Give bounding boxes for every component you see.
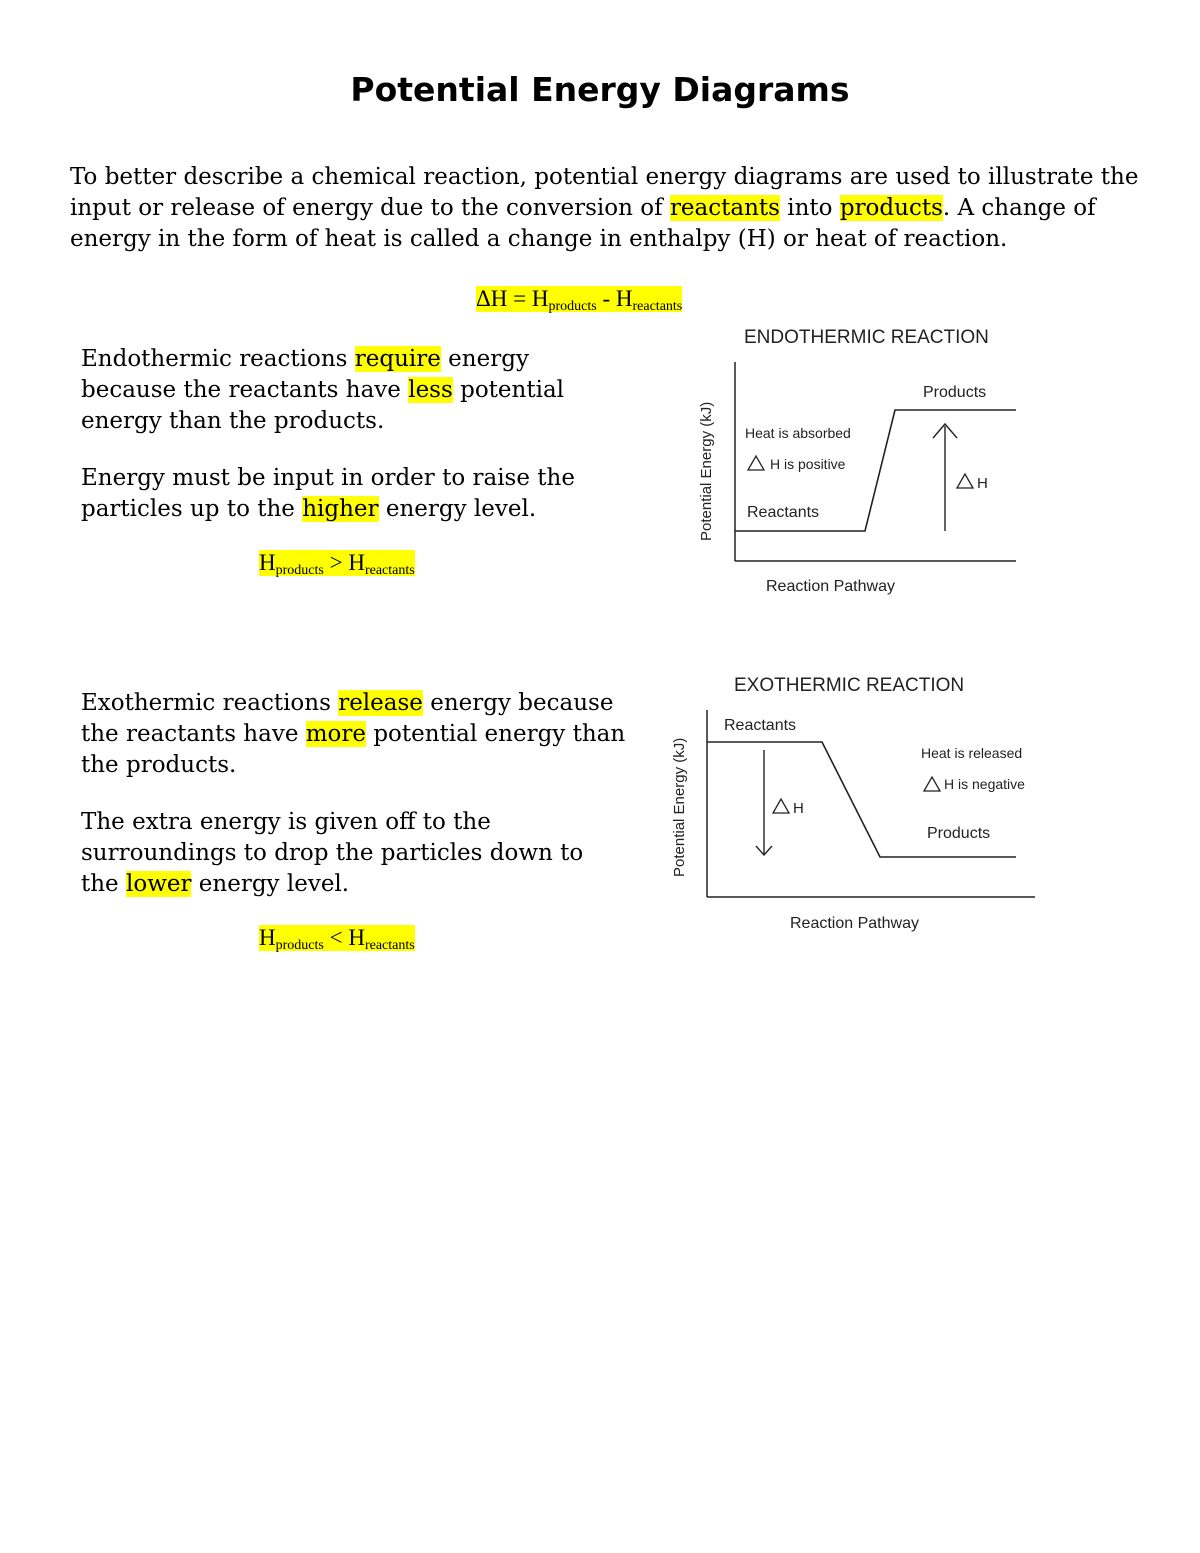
exo-y-axis-label: Potential Energy (kJ) (671, 737, 688, 877)
highlight-require: require (354, 346, 441, 372)
rel-sub-reactants: reactants (364, 563, 415, 578)
exo-x-axis-label: Reaction Pathway (790, 915, 919, 932)
delta-icon (748, 456, 764, 470)
endo-y-axis-label: Potential Energy (kJ) (698, 401, 715, 541)
endo-diagram-title: ENDOTHERMIC REACTION (744, 327, 989, 348)
delta-icon (957, 474, 973, 488)
rel-operator: > (323, 550, 349, 575)
exo-reactants-label: Reactants (724, 717, 797, 734)
exo-text-e: energy level. (191, 871, 350, 897)
exo-note-sign: H is negative (944, 776, 1025, 792)
endo-x-axis-label: Reaction Pathway (766, 578, 895, 595)
rel-sub-reactants: reactants (364, 938, 415, 953)
highlight-more: more (305, 721, 367, 747)
formula-sub-reactants: reactants (632, 299, 683, 314)
delta-icon (773, 799, 789, 813)
endo-reactants-label: Reactants (747, 504, 820, 521)
endothermic-paragraph-1 (81, 344, 626, 437)
exothermic-paragraph-2 (81, 807, 626, 900)
rel-h2: H (348, 925, 365, 950)
endothermic-diagram (660, 316, 1040, 606)
endo-text-c: potential energy than the products. (81, 377, 565, 434)
exothermic-paragraph-1 (81, 688, 626, 781)
endo-text-a: Endothermic reactions (81, 346, 355, 372)
endo-products-label: Products (923, 384, 987, 401)
rel-h1: H (259, 925, 276, 950)
formula-lhs: ΔH = H (476, 286, 549, 311)
endothermic-relation (259, 550, 415, 576)
rel-sub-products: products (275, 563, 324, 578)
enthalpy-formula (476, 286, 682, 312)
exo-delta-h: H (793, 800, 804, 817)
exo-text-c: potential energy than the products. (81, 721, 626, 778)
exo-text-b: energy because the reactants have (81, 690, 614, 747)
highlight-higher: higher (302, 496, 379, 522)
exo-products-label: Products (927, 825, 991, 842)
endo-text-d: Energy must be input in order to raise the particles up to the (81, 465, 575, 522)
rel-sub-products: products (275, 938, 324, 953)
highlight-less: less (408, 377, 453, 403)
endothermic-paragraph-2 (81, 463, 626, 525)
intro-text-3: . A change of energy in the form of heat is called a change in enthalpy (H) or heat of reaction. (70, 195, 1096, 252)
rel-h2: H (348, 550, 365, 575)
formula-sub-products: products (548, 299, 597, 314)
page-title: Potential Energy Diagrams (350, 70, 850, 109)
exo-text-d: The extra energy is given off to the surroundings to drop the particles down to the (81, 809, 584, 897)
intro-paragraph (70, 162, 1145, 255)
rel-operator: < (323, 925, 349, 950)
highlight-products: products (839, 195, 943, 221)
endo-note-heat: Heat is absorbed (745, 425, 851, 441)
exo-text-a: Exothermic reactions (81, 690, 339, 716)
intro-text-1: To better describe a chemical reaction, potential energy diagrams are used to illustrate the input or release of energy due to the conversion of (70, 164, 1139, 221)
highlight-release: release (338, 690, 423, 716)
exo-note-heat: Heat is released (921, 745, 1023, 761)
exo-diagram-title: EXOTHERMIC REACTION (734, 675, 965, 696)
delta-icon (924, 777, 940, 791)
rel-h1: H (259, 550, 276, 575)
highlight-reactants: reactants (669, 195, 780, 221)
formula-h: H (615, 286, 633, 311)
exothermic-relation (259, 925, 415, 951)
endo-delta-h: H (977, 475, 988, 492)
endo-text-b: energy because the reactants have (81, 346, 529, 403)
endo-text-e: energy level. (378, 496, 537, 522)
highlight-lower: lower (125, 871, 192, 897)
formula-operator: - (596, 286, 616, 311)
endothermic-text (81, 344, 626, 551)
exothermic-diagram (660, 665, 1060, 945)
intro-text-2: into (779, 195, 840, 221)
endo-note-sign: H is positive (770, 456, 846, 472)
exothermic-text (81, 688, 626, 926)
